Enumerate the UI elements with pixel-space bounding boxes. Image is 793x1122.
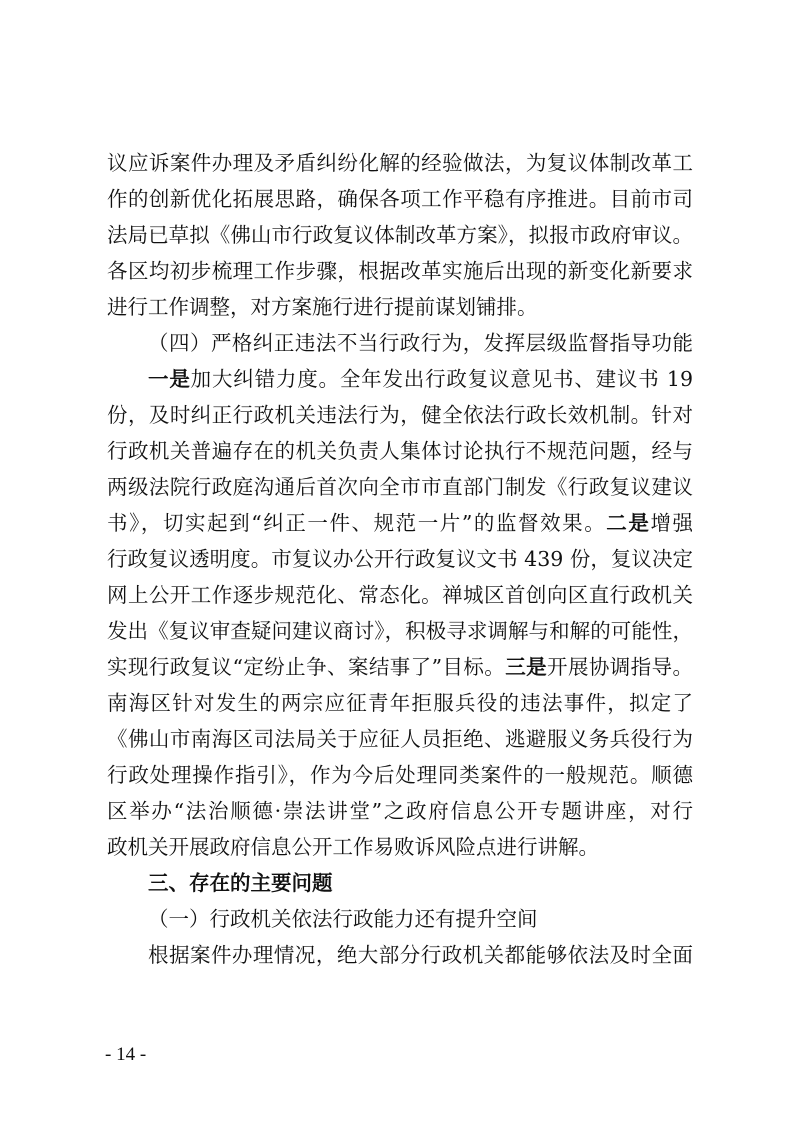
text-line-4: 各区均初步梳理工作步骤，根据改革实施后出现的新变化新要求 — [107, 259, 693, 283]
text-line-15: 实现行政复议“定纷止争、案结事了”目标。三是开展协调指导。 — [107, 655, 694, 679]
text-line-16: 南海区针对发生的两宗应征青年拒服兵役的违法事件，拟定了 — [107, 691, 693, 715]
text-line-20: 政机关开展政府信息公开工作易败诉风险点进行讲解。 — [107, 835, 599, 859]
text-line-23: 根据案件办理情况，绝大部分行政机关都能够依法及时全面 — [148, 943, 693, 967]
text-line-9: 行政机关普遍存在的机关负责人集体讨论执行不规范问题，经与 — [107, 439, 693, 463]
ordinal-first: 一是 — [148, 367, 191, 391]
text-line-5: 进行工作调整，对方案施行进行提前谋划铺排。 — [107, 295, 538, 319]
text-line-13: 网上公开工作逐步规范化、常态化。禅城区首创向区直行政机关 — [107, 583, 693, 607]
text-line-14: 发出《复议审查疑问建议商讨》，积极寻求调解与和解的可能性， — [107, 619, 693, 643]
text-line-12: 行政复议透明度。市复议办公开行政复议文书 439 份，复议决定 — [107, 547, 693, 571]
chapter-heading-3: 三、存在的主要问题 — [148, 871, 333, 895]
ordinal-second: 二是 — [606, 511, 651, 535]
text-line-2: 作的创新优化拓展思路，确保各项工作平稳有序推进。目前市司 — [107, 187, 693, 211]
text-line-11: 书》，切实起到“纠正一件、规范一片”的监督效果。二是增强 — [107, 511, 694, 535]
section-heading-4: （四）严格纠正违法不当行政行为，发挥层级监督指导功能 — [148, 331, 693, 355]
section-heading-1: （一）行政机关依法行政能力还有提升空间 — [148, 907, 538, 931]
text-line-18: 行政处理操作指引》，作为今后处理同类案件的一般规范。顺德 — [107, 763, 693, 787]
text-line-1: 议应诉案件办理及矛盾纠纷化解的经验做法，为复议体制改革工 — [107, 151, 693, 175]
text-line-3: 法局已草拟《佛山市行政复议体制改革方案》，拟报市政府审议。 — [107, 223, 693, 247]
text-line-19: 区举办“法治顺德·崇法讲堂”之政府信息公开专题讲座，对行 — [107, 799, 693, 823]
ordinal-third: 三是 — [505, 655, 548, 679]
text-line-17: 《佛山市南海区司法局关于应征人员拒绝、逃避服义务兵役行为 — [107, 727, 693, 751]
page-number: - 14 - — [105, 1044, 147, 1065]
text-line-10: 两级法院行政庭沟通后首次向全市市直部门制发《行政复议建议 — [107, 475, 693, 499]
text-line-7: 一是加大纠错力度。全年发出行政复议意见书、建议书 19 — [148, 367, 694, 391]
text-line-8: 份，及时纠正行政机关违法行为，健全依法行政长效机制。针对 — [107, 403, 693, 427]
